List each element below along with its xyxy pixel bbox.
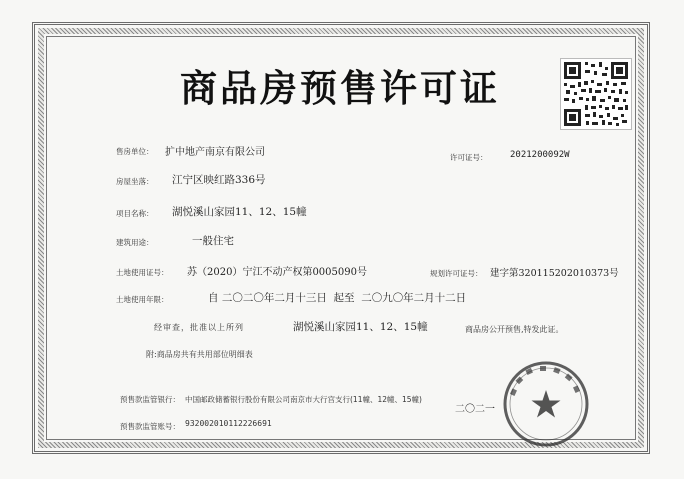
escrow-account-label: 预售款监管账号： — [120, 422, 180, 431]
building-usage-value: 一般住宅 — [192, 235, 234, 247]
land-term-label: 土地使用年限： — [116, 295, 169, 304]
certificate-title: 商品房预售许可证 — [180, 67, 500, 110]
permit-number-value: 2021200092W — [510, 150, 570, 160]
location-value: 江宁区映红路336号 — [172, 174, 266, 186]
project-name-value: 湖悦溪山家园11、12、15幢 — [172, 206, 307, 218]
official-seal-icon — [502, 360, 590, 448]
land-term-value: 自 二〇二〇年二月十三日 起至 二〇九〇年二月十二日 — [208, 292, 467, 304]
approval-statement-suffix: 商品房公开预售,特发此证。 — [465, 325, 564, 334]
land-certificate-value: 苏（2020）宁江不动产权第0005090号 — [187, 267, 367, 278]
land-certificate-label: 土地使用证号： — [116, 268, 169, 277]
approval-statement-prefix: 经审查，批准以上所列 — [154, 323, 244, 332]
location-label: 房屋坐落： — [116, 177, 154, 186]
building-usage-label: 建筑用途： — [116, 238, 154, 247]
escrow-bank-label: 预售款监管银行： — [120, 395, 180, 404]
planning-permit-value: 建字第320115202010373号 — [490, 268, 619, 279]
approval-statement-project: 湖悦溪山家园11、12、15幢 — [293, 321, 428, 333]
attachment-note: 附:商品房共有共用部位明细表 — [146, 350, 253, 359]
seller-label: 售房单位： — [116, 147, 154, 156]
escrow-account-value: 932002010112226691 — [185, 419, 272, 428]
planning-permit-label: 规划许可证号： — [430, 269, 483, 278]
escrow-bank-value: 中国邮政储蓄银行股份有限公司南京市大行宫支行(11幢、12幢、15幢) — [185, 395, 422, 404]
issue-date-partial: 二〇二一 — [455, 404, 495, 415]
seller-value: 扩中地产南京有限公司 — [165, 147, 265, 158]
qr-code-icon — [560, 58, 632, 130]
project-name-label: 项目名称： — [116, 209, 154, 218]
permit-number-label: 许可证号： — [450, 153, 488, 162]
